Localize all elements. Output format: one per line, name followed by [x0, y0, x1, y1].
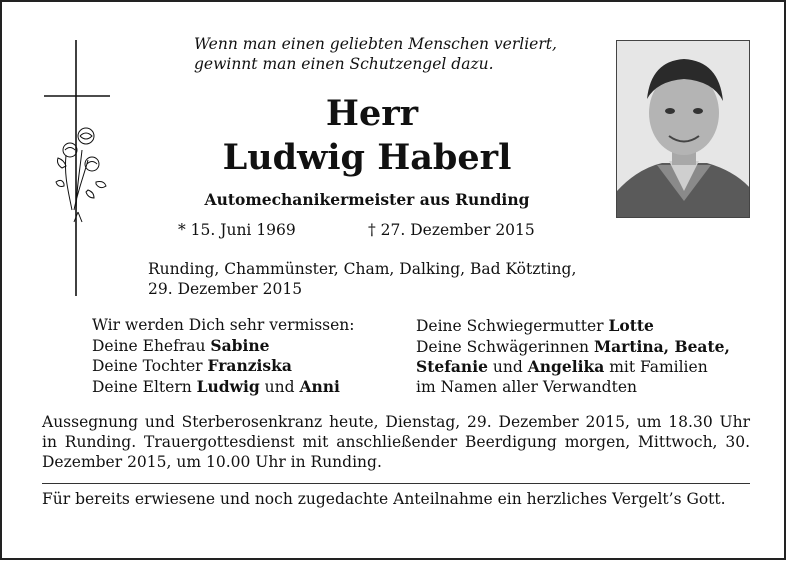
motto-line-1: Wenn man einen geliebten Menschen verliert, [194, 35, 557, 53]
places-line: Runding, Chammünster, Cham, Dalking, Bad Kötzting, [148, 260, 577, 278]
funeral-service-info: Aussegnung und Sterberosenkranz heute, Dienstag, 29. Dezember 2015, um 18.30 Uhr in Runding. Trauergottesdienst mit anschließender Beerdigung morgen, Mittwoch, 30. Dezember 2015, um 10.00 Uhr in Runding. [42, 413, 750, 471]
motto [194, 34, 604, 74]
mourner-label: Deine Eltern [92, 377, 197, 396]
mourner-label: Deine Ehefrau [92, 336, 211, 355]
conjunction: und [259, 377, 300, 396]
portrait-photo [616, 40, 750, 218]
death-date: † 27. Dezember 2015 [368, 221, 535, 239]
mourner-parents [92, 377, 412, 398]
mourner-name: Sabine [210, 335, 270, 355]
mourners-right-column [416, 316, 766, 397]
mourner-label: Deine Schwägerinnen [416, 337, 594, 356]
mourner-name: Stefanie [416, 357, 488, 376]
mourners-intro: Wir werden Dich sehr vermissen: [92, 316, 355, 334]
mourner-sisters-in-law-cont [416, 357, 766, 378]
deceased-name: Ludwig Haberl [222, 137, 512, 178]
motto-line-2: gewinnt man einen Schutzengel dazu. [194, 55, 494, 73]
mourner-sisters-in-law [416, 337, 766, 358]
mourner-name: Angelika [527, 357, 605, 376]
place-and-date [148, 259, 668, 299]
conjunction: und [487, 358, 528, 376]
divider [42, 483, 750, 484]
mourner-daughter [92, 356, 412, 377]
profession: Automechanikermeister aus Runding [204, 190, 530, 209]
mourner-name: Franziska [207, 356, 292, 375]
mourner-name: Ludwig [196, 376, 260, 396]
honorific: Herr [325, 93, 419, 134]
mourner-mother-in-law [416, 316, 766, 337]
mourner-name: Lotte [608, 316, 654, 335]
birth-date: * 15. Juni 1969 [178, 221, 296, 239]
mourners-left-column [92, 316, 412, 397]
mourner-label: mit Familien [604, 358, 708, 376]
mourner-name: Martina, Beate, [593, 336, 730, 356]
portrait-image [617, 41, 750, 218]
mourner-name: Anni [299, 376, 340, 396]
mourner-label: Deine Schwiegermutter [416, 317, 609, 335]
notice-date: 29. Dezember 2015 [148, 280, 303, 298]
mourner-wife [92, 336, 412, 357]
mourner-label: Deine Tochter [92, 357, 208, 375]
thanks-note: Für bereits erwiesene und noch zugedachte Anteilnahme ein herzliches Vergelt’s Gott. [42, 490, 726, 508]
mourner-relatives: im Namen aller Verwandten [416, 377, 637, 396]
